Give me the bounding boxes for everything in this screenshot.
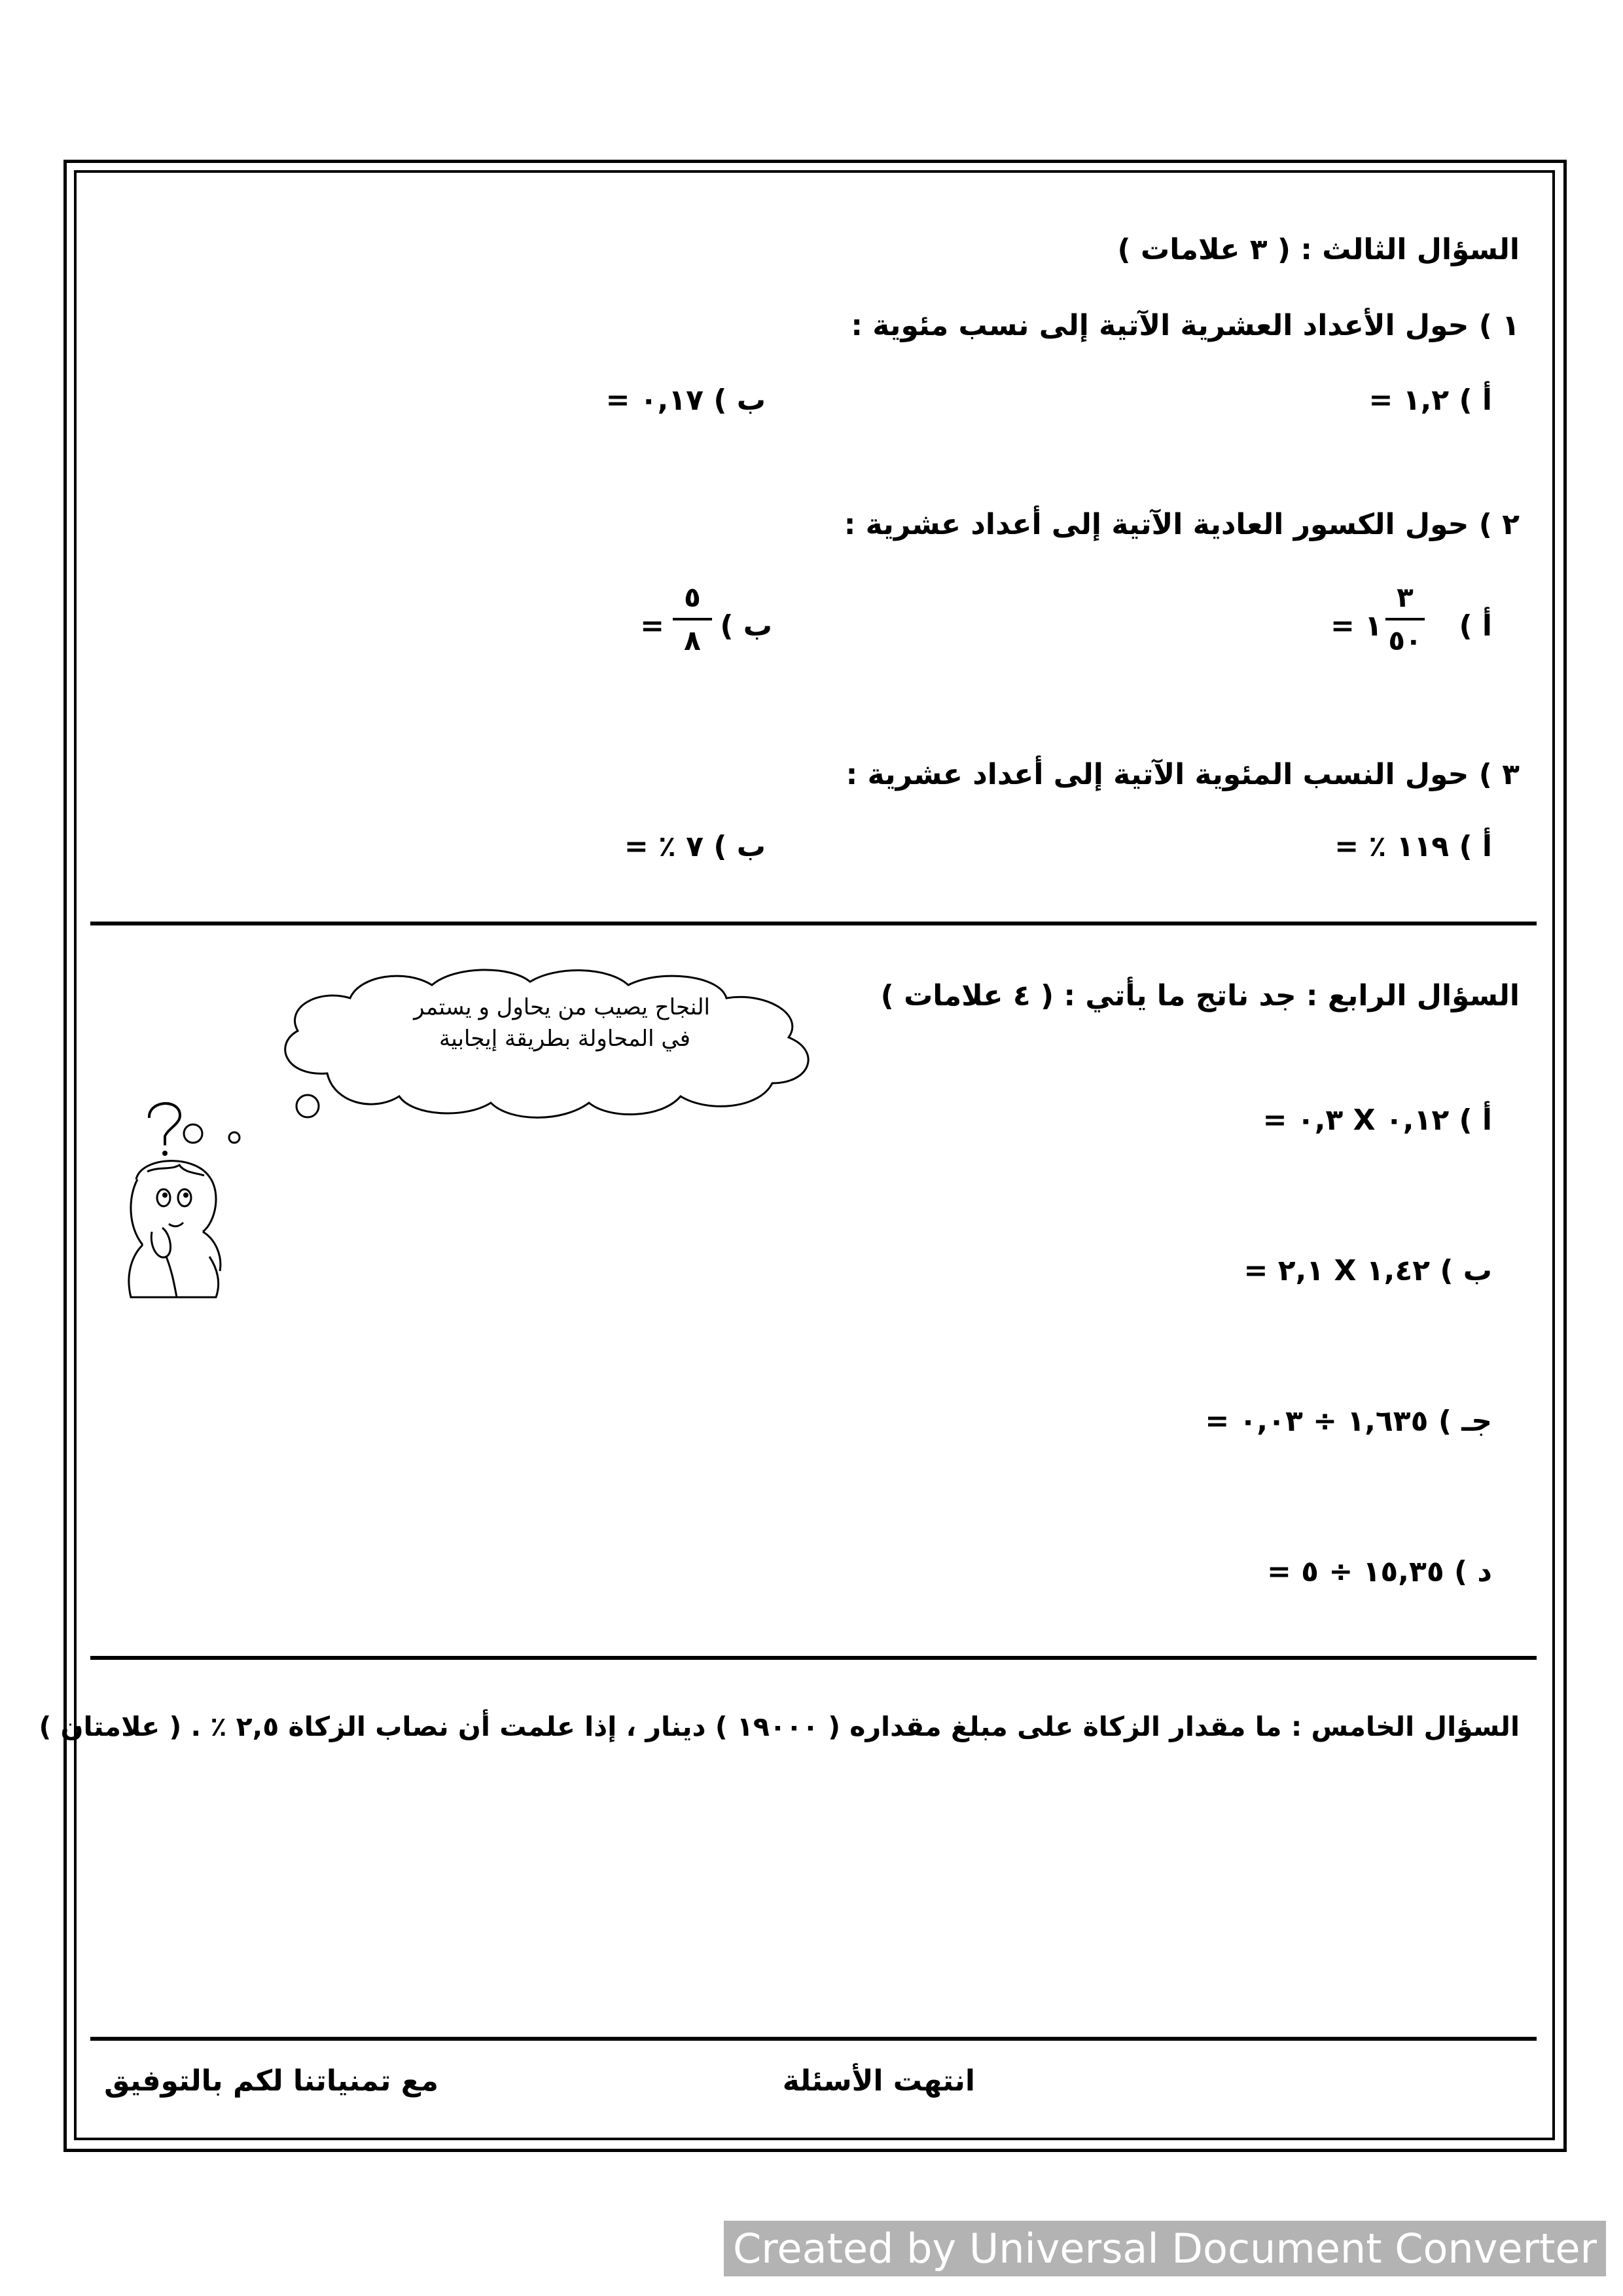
q3-part3-a: أ ) ١١٩ ٪ = xyxy=(1334,830,1492,863)
q3-part3-b: ب ) ٧ ٪ = xyxy=(624,830,766,863)
q3-part2-a-whole: ١ = xyxy=(1330,609,1382,643)
cloud-text-line2: في المحاولة بطريقة إيجابية xyxy=(439,1026,690,1052)
q3-part1-b: ب ) ٠,١٧ = xyxy=(605,384,766,417)
q3-part2-a-fraction xyxy=(1385,581,1425,656)
q4-item-b: ب ) ١,٤٢ X ٢,١ = xyxy=(1243,1254,1492,1287)
q3-part1-a: أ ) ١,٢ = xyxy=(1368,384,1492,417)
closing-wishes: مع تمنياتنا لكم بالتوفيق xyxy=(104,2064,438,2098)
q3-title: السؤال الثالث : ( ٣ علامات ) xyxy=(1117,233,1520,266)
watermark: Created by Universal Document Converter xyxy=(724,2221,1606,2276)
q3-part1-instruction: ١ ) حول الأعداد العشرية الآتية إلى نسب مئوية : xyxy=(851,309,1520,342)
section-divider xyxy=(90,922,1537,925)
q4-title: السؤال الرابع : جد ناتج ما يأتي : ( ٤ علامات ) xyxy=(880,979,1520,1013)
q3-part2-b-eq: = xyxy=(640,609,664,643)
fraction-bar xyxy=(1385,618,1425,620)
end-of-questions: انتهت الأسئلة xyxy=(782,2064,975,2098)
section-divider xyxy=(90,2037,1537,2041)
fraction-denominator: ٨ xyxy=(684,624,701,656)
q3-part2-b-label: ب ) xyxy=(720,609,772,643)
q5-title: السؤال الخامس : ما مقدار الزكاة على مبلغ مقداره ( ١٩٠٠٠ ) دينار ، إذا علمت أن نصاب الزكاة ٢,٥ ٪ . ( علامتان ) xyxy=(39,1711,1520,1742)
section-divider xyxy=(90,1656,1537,1660)
q4-item-c: جـ ) ١,٦٣٥ ÷ ٠,٠٣ = xyxy=(1205,1405,1492,1438)
cloud-text-line1: النجاح يصيب من يحاول و يستمر xyxy=(414,994,710,1020)
q3-part2-a-label: أ ) xyxy=(1459,609,1492,643)
q3-part2-b-fraction xyxy=(673,581,712,656)
fraction-numerator: ٣ xyxy=(1397,581,1414,613)
q3-part2-instruction: ٢ ) حول الكسور العادية الآتية إلى أعداد عشرية : xyxy=(844,508,1520,541)
thinking-person-icon xyxy=(111,1093,255,1316)
q4-item-d: د ) ١٥,٣٥ ÷ ٥ = xyxy=(1266,1555,1492,1588)
fraction-denominator: ٥٠ xyxy=(1388,624,1422,656)
fraction-bar xyxy=(673,618,712,620)
q4-item-a: أ ) ٠,١٢ X ٠,٣ = xyxy=(1262,1103,1492,1137)
page-border-inner xyxy=(74,170,1555,2140)
fraction-numerator: ٥ xyxy=(684,581,701,613)
q3-part3-instruction: ٣ ) حول النسب المئوية الآتية إلى أعداد عشرية : xyxy=(846,758,1520,791)
